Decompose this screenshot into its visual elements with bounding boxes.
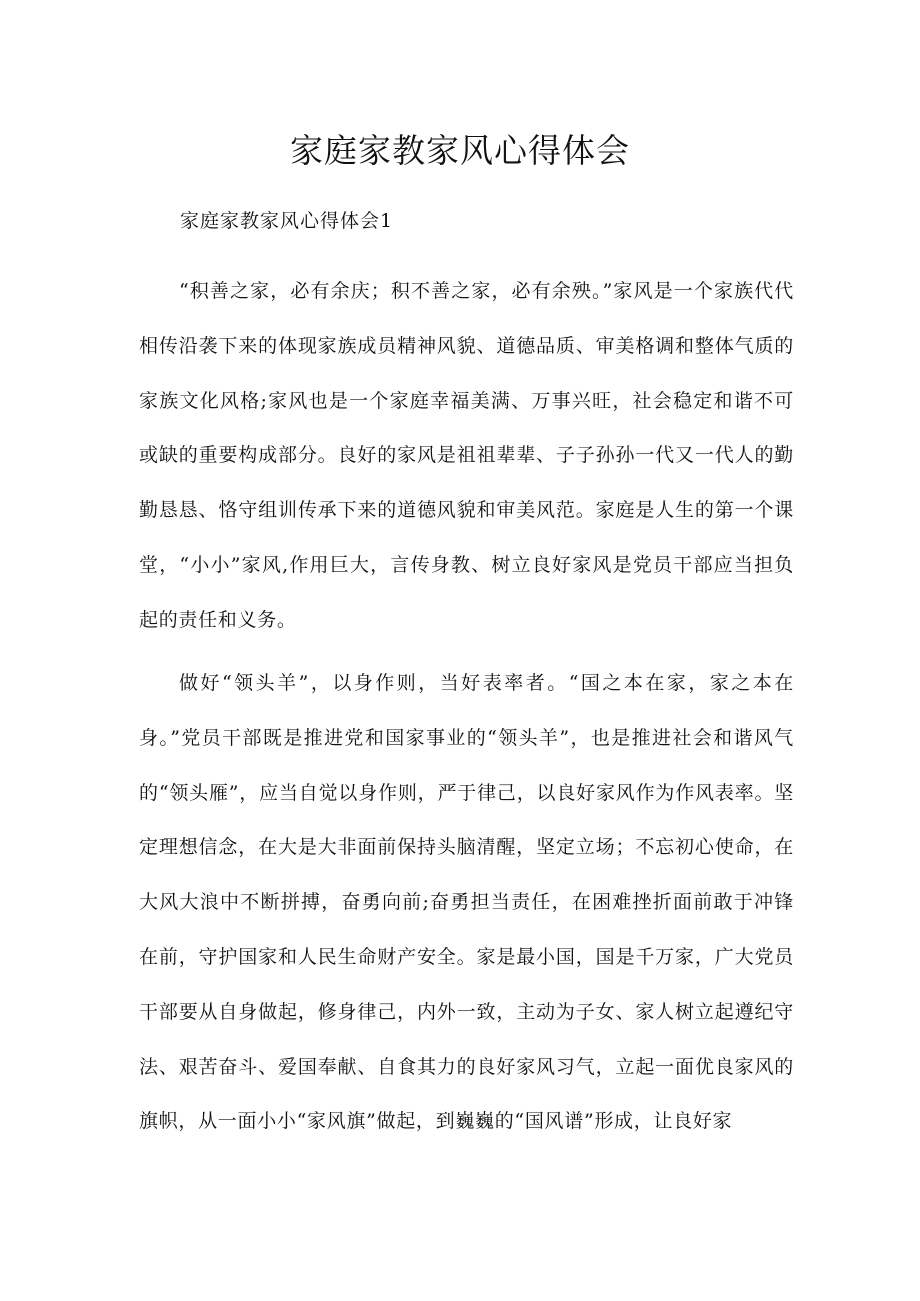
paragraph-1: “积善之家，必有余庆；积不善之家，必有余殃。”家风是一个家族代代相传沿袭下来的体现家族成员精神风貌、道德品质、审美格调和整体气质的家族文化风格;家风也是一个家庭幸福美满、万事兴旺，社会稳定和谐不可或缺的重要构成部分。良好的家风是祖祖辈辈、子子孙孙一代又一代人的勤勤恳恳、恪守组训传承下来的道德风貌和审美风范。家庭是人生的第一个课堂，“小小”家风,作用巨大，言传身教、树立良好家风是党员干部应当担负起的责任和义务。	[139, 280, 794, 631]
document-title: 家庭家教家风心得体会	[290, 131, 630, 170]
paragraph-2: 做好“领头羊”，以身作则，当好表率者。“国之本在家，家之本在身。”党员干部既是推进党和国家事业的“领头羊”，也是推进社会和谐风气的“领头雁”，应当自觉以身作则，严于律己，以良好家风作为作风表率。坚定理想信念，在大是大非面前保持头脑清醒，坚定立场；不忘初心使命，在大风大浪中不断拼搏，奋勇向前;奋勇担当责任，在困难挫折面前敢于冲锋在前，守护国家和人民生命财产安全。家是最小国，国是千万家，广大党员干部要从自身做起，修身律己，内外一致，主动为子女、家人树立起遵纪守法、艰苦奋斗、爱国奉献、自食其力的良好家风习气，立起一面优良家风的旗帜，从一面小小“家风旗”做起，到巍巍的“国风谱”形成，让良好家	[139, 672, 794, 1133]
section-heading: 家庭家教家风心得体会1	[180, 210, 394, 232]
